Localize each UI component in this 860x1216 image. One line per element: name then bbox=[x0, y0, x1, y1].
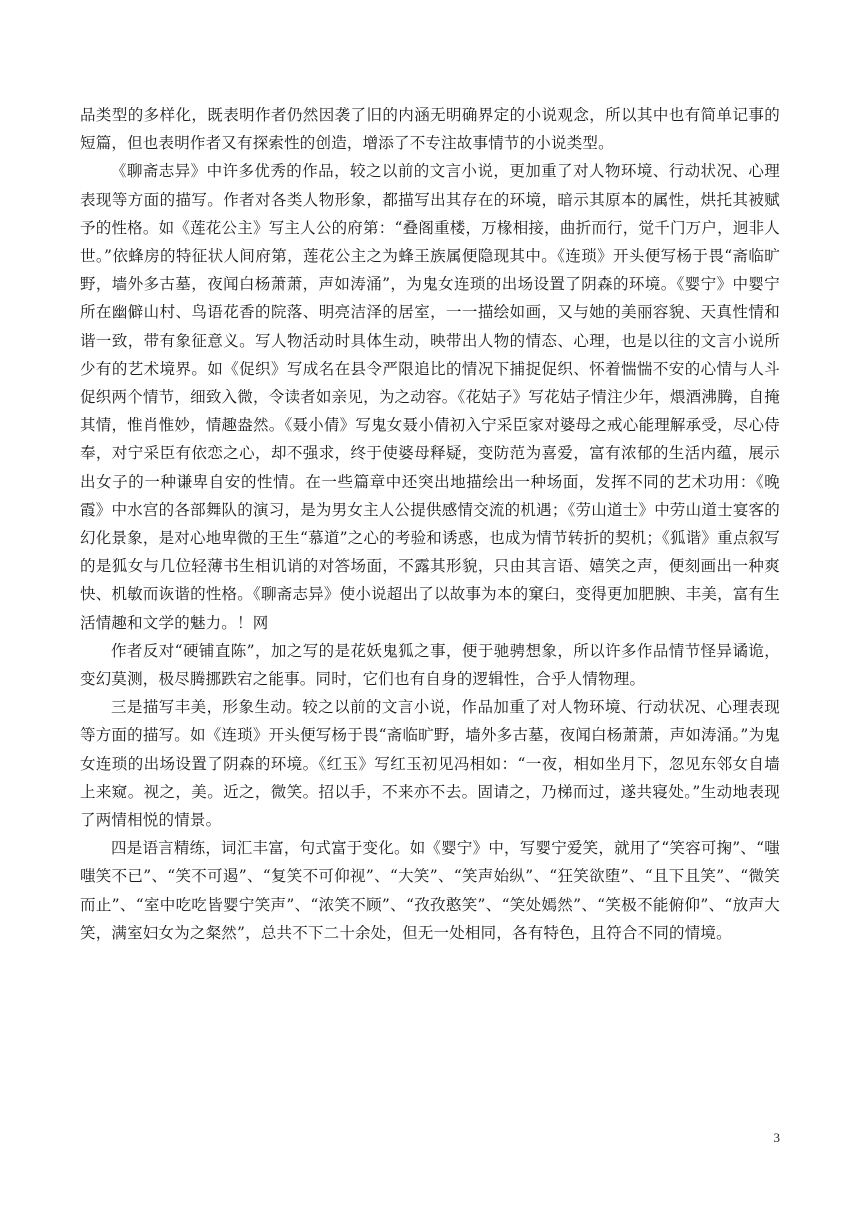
paragraph-continuation: 品类型的多样化，既表明作者仍然因袭了旧的内涵无明确界定的小说观念，所以其中也有简单记事的短篇，但也表明作者又有探索性的创造，增添了不专注故事情节的小说类型。 bbox=[80, 106, 780, 153]
document-body bbox=[80, 101, 780, 947]
paragraph-language-refined: 四是语言精练，词汇丰富，句式富于变化。如《婴宁》中，写婴宁爱笑，就用了“笑容可掬”、“嗤嗤笑不已”、“笑不可遏”、“复笑不可仰视”、“大笑”、“笑声始纵”、“狂笑欲堕”、“且下且笑”、“微笑而止”、“室中吃吃皆婴宁笑声”、“浓笑不顾”、“孜孜憨笑”、“笑处嫣然”、“笑极不能俯仰”、“放声大笑，满室妇女为之粲然”，总共不下二十余处，但无一处相同，各有特色，且符合不同的情境。 bbox=[80, 839, 780, 942]
paragraph-liaozhai-descriptions: 《聊斋志异》中许多优秀的作品，较之以前的文言小说，更加重了对人物环境、行动状况、心理表现等方面的描写。作者对各类人物形象，都描写出其存在的环境，暗示其原本的属性，烘托其被赋予的性格。如《莲花公主》写主人公的府第：“叠阁重楼，万椽相接，曲折而行，觉千门万户，迥非人世。”依蜂房的特征状人间府第，莲花公主之为蜂王族属便隐现其中。《连琐》开头便写杨于畏“斋临旷野，墙外多古墓，夜闻白杨萧萧，声如涛涌”，为鬼女连琐的出场设置了阴森的环境。《婴宁》中婴宁所在幽僻山村、鸟语花香的院落、明亮洁泽的居室，一一描绘如画，又与她的美丽容貌、天真性情和谐一致，带有象征意义。写人物活动时具体生动，映带出人物的情态、心理，也是以往的文言小说所少有的艺术境界。如《促织》写成名在县令严限追比的情况下捕捉促织、怀着惴惴不安的心情与人斗促织两个情节，细致入微，令读者如亲见，为之动容。《花姑子》写花姑子情注少年，煨酒沸腾，自掩其情，惟肖惟妙，情趣盎然。《聂小倩》写鬼女聂小倩初入宁采臣家对婆母之戒心能理解承受，尽心侍奉，对宁采臣有依恋之心，却不强求，终于使婆母释疑，变防范为喜爱，富有浓郁的生活内蕴，展示出女子的一种谦卑自安的性情。在一些篇章中还突出地描绘出一种场面，发挥不同的艺术功用：《晚霞》中水宫的各部舞队的演习，是为男女主人公提供感情交流的机遇；《劳山道士》中劳山道士宴客的幻化景象，是对心地卑微的王生“慕道”之心的考验和诱惑，也成为情节转折的契机；《狐谐》重点叙写的是狐女与几位轻薄书生相讥诮的对答场面，不露其形貌，只由其言语、嬉笑之声，便刻画出一种爽快、机敏而诙谐的性格。《聊斋志异》使小说超出了以故事为本的窠臼，变得更加肥腴、丰美，富有生活情趣和文学的魅力。！网 bbox=[80, 162, 780, 632]
page-number: 3 bbox=[773, 1130, 780, 1145]
paragraph-plot-imagination: 作者反对“硬铺直陈”，加之写的是花妖鬼狐之事，便于驰骋想象，所以许多作品情节怪异谲诡，变幻莫测，极尽腾挪跌宕之能事。同时，它们也有自身的逻辑性，合乎人情物理。 bbox=[80, 641, 780, 689]
paragraph-rich-description: 三是描写丰美，形象生动。较之以前的文言小说，作品加重了对人物环境、行动状况、心理表现等方面的描写。如《连琐》开头便写杨于畏“斋临旷野，墙外多古墓，夜闻白杨萧萧，声如涛涌。”为鬼女连琐的出场设置了阴森的环境。《红玉》写红玉初见冯相如：“一夜，相如坐月下，忽见东邻女自墙上来窥。视之，美。近之，微笑。招以手，不来亦不去。固请之，乃梯而过，遂共寝处。”生动地表现了两情相悦的情景。 bbox=[80, 698, 780, 830]
